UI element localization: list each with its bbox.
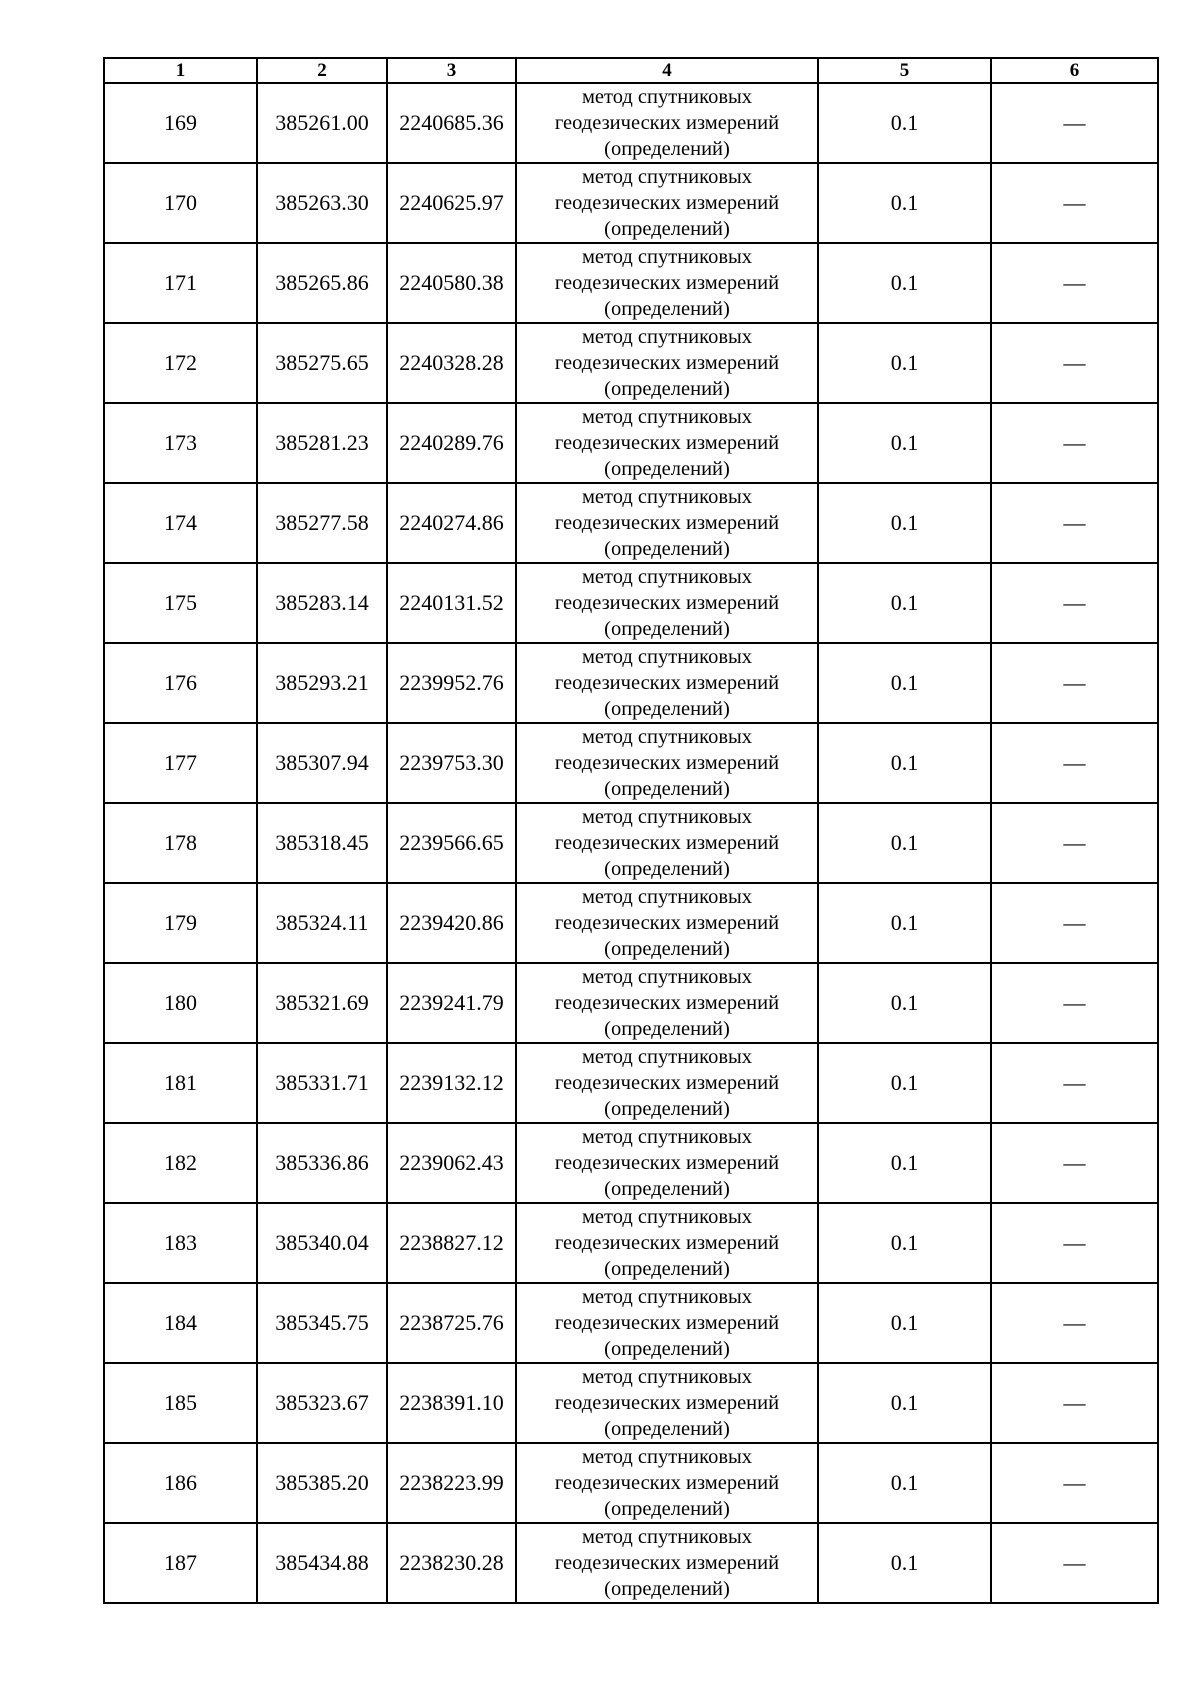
method-cell: [516, 163, 818, 243]
note-cell: —: [991, 403, 1158, 483]
method-text-line: (определений): [604, 698, 730, 720]
table-row: [104, 403, 1158, 483]
accuracy-cell: 0.1: [818, 803, 991, 883]
method-text-line: (определений): [604, 458, 730, 480]
note-cell: —: [991, 1443, 1158, 1523]
note-cell: —: [991, 1283, 1158, 1363]
point-number-cell: 174: [104, 483, 257, 563]
accuracy-cell: 0.1: [818, 1363, 991, 1443]
x-coordinate-cell: 385324.11: [257, 883, 387, 963]
method-text-line: (определений): [604, 138, 730, 160]
table-row: [104, 723, 1158, 803]
x-coordinate-cell: 385277.58: [257, 483, 387, 563]
table-row: [104, 483, 1158, 563]
method-cell: [516, 1203, 818, 1283]
method-text-line: геодезических измерений: [554, 1152, 780, 1174]
method-text-line: (определений): [604, 1178, 730, 1200]
point-number-cell: 184: [104, 1283, 257, 1363]
column-header-2: 2: [257, 58, 387, 83]
y-coordinate-cell: 2238725.76: [387, 1283, 516, 1363]
accuracy-cell: 0.1: [818, 1203, 991, 1283]
method-text-line: (определений): [604, 1418, 730, 1440]
method-text-line: (определений): [604, 618, 730, 640]
note-cell: —: [991, 1123, 1158, 1203]
method-text-line: (определений): [604, 938, 730, 960]
y-coordinate-cell: 2238827.12: [387, 1203, 516, 1283]
header-row: [104, 58, 1158, 83]
point-number-cell: 169: [104, 83, 257, 163]
x-coordinate-cell: 385321.69: [257, 963, 387, 1043]
y-coordinate-cell: 2240685.36: [387, 83, 516, 163]
x-coordinate-cell: 385340.04: [257, 1203, 387, 1283]
method-text-line: геодезических измерений: [554, 352, 780, 374]
x-coordinate-cell: 385263.30: [257, 163, 387, 243]
x-coordinate-cell: 385434.88: [257, 1523, 387, 1603]
table-row: [104, 1443, 1158, 1523]
method-text-line: (определений): [604, 1258, 730, 1280]
y-coordinate-cell: 2240580.38: [387, 243, 516, 323]
note-cell: —: [991, 1523, 1158, 1603]
x-coordinate-cell: 385345.75: [257, 1283, 387, 1363]
x-coordinate-cell: 385318.45: [257, 803, 387, 883]
accuracy-cell: 0.1: [818, 963, 991, 1043]
y-coordinate-cell: 2238223.99: [387, 1443, 516, 1523]
method-cell: [516, 963, 818, 1043]
x-coordinate-cell: 385336.86: [257, 1123, 387, 1203]
accuracy-cell: 0.1: [818, 563, 991, 643]
method-cell: [516, 1123, 818, 1203]
x-coordinate-cell: 385293.21: [257, 643, 387, 723]
table-row: [104, 883, 1158, 963]
accuracy-cell: 0.1: [818, 403, 991, 483]
method-text-line: метод спутниковых: [581, 1126, 753, 1148]
method-cell: [516, 1363, 818, 1443]
coordinates-table: [103, 57, 1159, 1604]
method-text-line: (определений): [604, 1338, 730, 1360]
method-text-line: метод спутниковых: [581, 246, 753, 268]
point-number-cell: 177: [104, 723, 257, 803]
method-cell: [516, 1523, 818, 1603]
method-cell: [516, 483, 818, 563]
note-cell: —: [991, 83, 1158, 163]
note-cell: —: [991, 883, 1158, 963]
method-text-line: метод спутниковых: [581, 886, 753, 908]
y-coordinate-cell: 2239420.86: [387, 883, 516, 963]
column-header-6: 6: [991, 58, 1158, 83]
method-text-line: геодезических измерений: [554, 1392, 780, 1414]
method-cell: [516, 883, 818, 963]
table-row: [104, 1363, 1158, 1443]
x-coordinate-cell: 385385.20: [257, 1443, 387, 1523]
column-header-5: 5: [818, 58, 991, 83]
table-row: [104, 323, 1158, 403]
method-text-line: метод спутниковых: [581, 1286, 753, 1308]
accuracy-cell: 0.1: [818, 643, 991, 723]
x-coordinate-cell: 385323.67: [257, 1363, 387, 1443]
note-cell: —: [991, 963, 1158, 1043]
point-number-cell: 175: [104, 563, 257, 643]
y-coordinate-cell: 2239132.12: [387, 1043, 516, 1123]
note-cell: —: [991, 803, 1158, 883]
method-text-line: метод спутниковых: [581, 566, 753, 588]
method-text-line: (определений): [604, 298, 730, 320]
note-cell: —: [991, 323, 1158, 403]
method-cell: [516, 323, 818, 403]
column-header-3: 3: [387, 58, 516, 83]
method-cell: [516, 563, 818, 643]
method-text-line: метод спутниковых: [581, 806, 753, 828]
table-row: [104, 1523, 1158, 1603]
y-coordinate-cell: 2239952.76: [387, 643, 516, 723]
y-coordinate-cell: 2240328.28: [387, 323, 516, 403]
accuracy-cell: 0.1: [818, 1523, 991, 1603]
method-text-line: (определений): [604, 1578, 730, 1600]
table-row: [104, 1203, 1158, 1283]
accuracy-cell: 0.1: [818, 1443, 991, 1523]
table-row: [104, 83, 1158, 163]
method-cell: [516, 1443, 818, 1523]
method-text-line: (определений): [604, 1018, 730, 1040]
method-text-line: метод спутниковых: [581, 1206, 753, 1228]
y-coordinate-cell: 2239753.30: [387, 723, 516, 803]
column-header-1: 1: [104, 58, 257, 83]
method-text-line: метод спутниковых: [581, 1446, 753, 1468]
y-coordinate-cell: 2240289.76: [387, 403, 516, 483]
point-number-cell: 176: [104, 643, 257, 723]
note-cell: —: [991, 1203, 1158, 1283]
method-text-line: геодезических измерений: [554, 1232, 780, 1254]
point-number-cell: 171: [104, 243, 257, 323]
table-row: [104, 803, 1158, 883]
method-text-line: метод спутниковых: [581, 86, 753, 108]
column-header-4: 4: [516, 58, 818, 83]
method-text-line: геодезических измерений: [554, 512, 780, 534]
method-text-line: метод спутниковых: [581, 726, 753, 748]
method-text-line: метод спутниковых: [581, 166, 753, 188]
document-page: [103, 57, 1157, 1604]
table-body: [104, 83, 1158, 1603]
method-text-line: метод спутниковых: [581, 406, 753, 428]
note-cell: —: [991, 163, 1158, 243]
method-text-line: (определений): [604, 1098, 730, 1120]
accuracy-cell: 0.1: [818, 243, 991, 323]
method-cell: [516, 643, 818, 723]
method-text-line: геодезических измерений: [554, 832, 780, 854]
accuracy-cell: 0.1: [818, 483, 991, 563]
point-number-cell: 182: [104, 1123, 257, 1203]
y-coordinate-cell: 2240131.52: [387, 563, 516, 643]
table-row: [104, 243, 1158, 323]
point-number-cell: 172: [104, 323, 257, 403]
method-cell: [516, 403, 818, 483]
point-number-cell: 185: [104, 1363, 257, 1443]
method-text-line: (определений): [604, 1498, 730, 1520]
point-number-cell: 183: [104, 1203, 257, 1283]
table-row: [104, 643, 1158, 723]
table-row: [104, 1283, 1158, 1363]
x-coordinate-cell: 385261.00: [257, 83, 387, 163]
note-cell: —: [991, 1363, 1158, 1443]
note-cell: —: [991, 1043, 1158, 1123]
method-text-line: геодезических измерений: [554, 592, 780, 614]
note-cell: —: [991, 483, 1158, 563]
accuracy-cell: 0.1: [818, 83, 991, 163]
accuracy-cell: 0.1: [818, 163, 991, 243]
note-cell: —: [991, 243, 1158, 323]
method-text-line: геодезических измерений: [554, 912, 780, 934]
table-row: [104, 1043, 1158, 1123]
y-coordinate-cell: 2239566.65: [387, 803, 516, 883]
method-text-line: геодезических измерений: [554, 992, 780, 1014]
y-coordinate-cell: 2240274.86: [387, 483, 516, 563]
table-row: [104, 163, 1158, 243]
method-text-line: геодезических измерений: [554, 112, 780, 134]
method-text-line: геодезических измерений: [554, 1552, 780, 1574]
method-text-line: метод спутниковых: [581, 326, 753, 348]
y-coordinate-cell: 2239241.79: [387, 963, 516, 1043]
accuracy-cell: 0.1: [818, 723, 991, 803]
y-coordinate-cell: 2240625.97: [387, 163, 516, 243]
method-text-line: метод спутниковых: [581, 1526, 753, 1548]
point-number-cell: 187: [104, 1523, 257, 1603]
x-coordinate-cell: 385331.71: [257, 1043, 387, 1123]
method-text-line: геодезических измерений: [554, 1472, 780, 1494]
method-text-line: геодезических измерений: [554, 672, 780, 694]
table-row: [104, 1123, 1158, 1203]
method-text-line: (определений): [604, 778, 730, 800]
x-coordinate-cell: 385281.23: [257, 403, 387, 483]
method-cell: [516, 1283, 818, 1363]
method-text-line: геодезических измерений: [554, 432, 780, 454]
method-cell: [516, 803, 818, 883]
point-number-cell: 180: [104, 963, 257, 1043]
method-text-line: (определений): [604, 538, 730, 560]
point-number-cell: 173: [104, 403, 257, 483]
point-number-cell: 181: [104, 1043, 257, 1123]
method-text-line: геодезических измерений: [554, 1072, 780, 1094]
method-cell: [516, 83, 818, 163]
method-text-line: метод спутниковых: [581, 1046, 753, 1068]
point-number-cell: 179: [104, 883, 257, 963]
accuracy-cell: 0.1: [818, 1123, 991, 1203]
table-row: [104, 963, 1158, 1043]
method-text-line: метод спутниковых: [581, 1366, 753, 1388]
accuracy-cell: 0.1: [818, 883, 991, 963]
method-text-line: метод спутниковых: [581, 646, 753, 668]
method-text-line: (определений): [604, 858, 730, 880]
accuracy-cell: 0.1: [818, 1283, 991, 1363]
method-cell: [516, 723, 818, 803]
method-text-line: геодезических измерений: [554, 1312, 780, 1334]
point-number-cell: 186: [104, 1443, 257, 1523]
method-cell: [516, 1043, 818, 1123]
table-row: [104, 563, 1158, 643]
y-coordinate-cell: 2238230.28: [387, 1523, 516, 1603]
accuracy-cell: 0.1: [818, 1043, 991, 1123]
x-coordinate-cell: 385283.14: [257, 563, 387, 643]
point-number-cell: 178: [104, 803, 257, 883]
note-cell: —: [991, 563, 1158, 643]
method-cell: [516, 243, 818, 323]
accuracy-cell: 0.1: [818, 323, 991, 403]
method-text-line: метод спутниковых: [581, 966, 753, 988]
method-text-line: (определений): [604, 378, 730, 400]
y-coordinate-cell: 2239062.43: [387, 1123, 516, 1203]
x-coordinate-cell: 385275.65: [257, 323, 387, 403]
x-coordinate-cell: 385265.86: [257, 243, 387, 323]
x-coordinate-cell: 385307.94: [257, 723, 387, 803]
method-text-line: (определений): [604, 218, 730, 240]
method-text-line: геодезических измерений: [554, 272, 780, 294]
method-text-line: геодезических измерений: [554, 192, 780, 214]
note-cell: —: [991, 643, 1158, 723]
note-cell: —: [991, 723, 1158, 803]
method-text-line: геодезических измерений: [554, 752, 780, 774]
point-number-cell: 170: [104, 163, 257, 243]
method-text-line: метод спутниковых: [581, 486, 753, 508]
y-coordinate-cell: 2238391.10: [387, 1363, 516, 1443]
